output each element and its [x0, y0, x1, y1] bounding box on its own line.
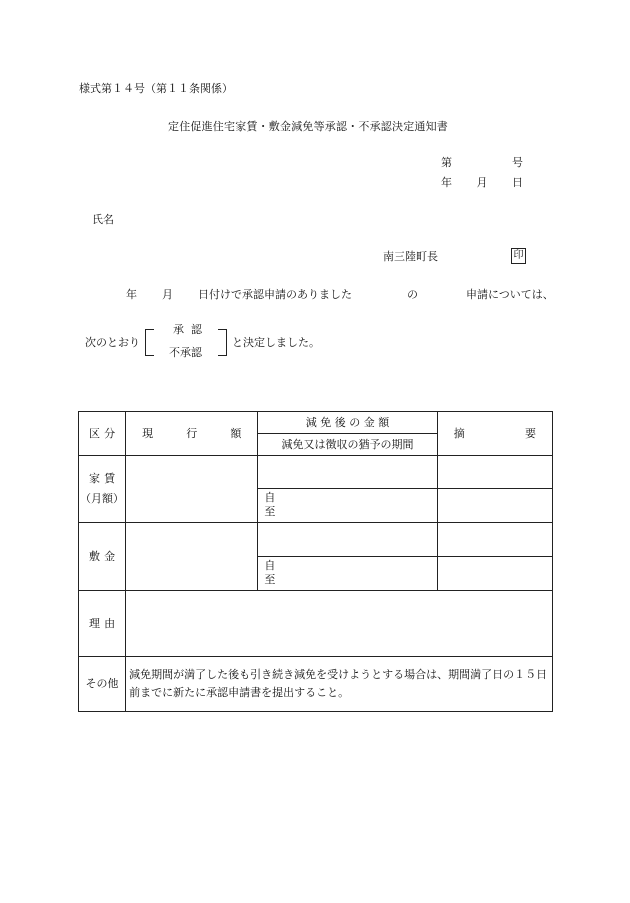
row-yachin-sub: （月額） [80, 492, 125, 505]
header-kubun-b: 分 [104, 426, 116, 440]
row-label-riyu [79, 591, 126, 657]
label-from: 自 [264, 559, 276, 572]
option-approve: 承認 [173, 323, 209, 336]
cell-shikikin-genko [126, 523, 258, 591]
issuer-title: 南三陸町長 [383, 250, 438, 263]
body-application-text: 申請については、 [466, 288, 554, 301]
body-year: 年 [126, 288, 137, 301]
label-to: 至 [264, 573, 276, 586]
table-row-shikikin [79, 523, 553, 557]
cell-riyu [126, 591, 553, 657]
row-yachin-b: 賃 [104, 472, 116, 485]
option-reject: 不承認 [169, 346, 202, 359]
header-tekiyo [437, 412, 552, 456]
header-kubun-a: 区 [89, 426, 100, 440]
header-after-period: 減免又は徴収の猶予の期間 [258, 434, 437, 456]
issue-date [441, 176, 523, 190]
bracket-right [218, 329, 227, 356]
cell-shikikin-after [258, 523, 437, 557]
bracket-left [145, 329, 154, 356]
row-riyu-b: 由 [104, 616, 116, 630]
header-after-amount: 減 免 後 の 金 額 [258, 412, 437, 434]
row-yachin-a: 家 [89, 472, 100, 485]
row-label-yachin [79, 456, 126, 523]
table-row-sonota [79, 657, 553, 712]
body-day-text: 日付けで承認申請のありました [198, 288, 352, 301]
date-month: 月 [476, 176, 488, 189]
document-title: 定住促進住宅家賃・敷金減免等承認・不承認決定通知書 [168, 120, 448, 133]
table-row-riyu [79, 591, 553, 657]
number-suffix: 号 [512, 156, 523, 169]
date-day: 日 [512, 176, 523, 189]
row-label-shikikin [79, 523, 126, 591]
decision-prefix: 次のとおり [85, 336, 140, 349]
row-riyu-a: 理 [89, 616, 100, 630]
document-number [441, 156, 523, 170]
cell-shikikin-tekiyo-1 [437, 523, 552, 557]
body-no: の [407, 288, 418, 301]
cell-shikikin-period [258, 557, 437, 591]
seal-mark: 印 [511, 248, 526, 264]
header-kubun [79, 412, 126, 456]
form-number: 様式第１４号（第１１条関係） [79, 82, 233, 95]
cell-yachin-genko [126, 456, 258, 523]
number-prefix: 第 [441, 156, 452, 169]
table-row-yachin [79, 456, 553, 489]
row-shikikin-b: 金 [104, 549, 116, 563]
row-label-sonota: その他 [79, 657, 126, 712]
cell-yachin-after [258, 456, 437, 489]
label-to: 至 [264, 505, 276, 518]
decision-suffix: と決定しました。 [232, 336, 320, 349]
table-header-row [79, 412, 553, 434]
row-shikikin-a: 敷 [89, 549, 100, 563]
header-genko-c: 額 [230, 426, 242, 440]
cell-yachin-tekiyo-1 [437, 456, 552, 489]
header-tekiyo-a: 摘 [453, 426, 465, 440]
header-genko-b: 行 [186, 426, 198, 440]
recipient-name-label: 氏名 [92, 213, 114, 226]
body-month: 月 [162, 288, 173, 301]
cell-yachin-period [258, 489, 437, 523]
header-genko-a: 現 [142, 426, 154, 440]
sonota-note: 減免期間が満了した後も引き続き減免を受けようとする場合は、期間満了日の１５日前までに新たに承認申請書を提出すること。 [126, 657, 553, 712]
header-tekiyo-b: 要 [525, 426, 536, 440]
label-from: 自 [264, 491, 276, 504]
header-genko [126, 412, 258, 456]
reduction-table [78, 411, 553, 712]
date-year: 年 [441, 176, 452, 189]
cell-yachin-tekiyo-2 [437, 489, 552, 523]
cell-shikikin-tekiyo-2 [437, 557, 552, 591]
